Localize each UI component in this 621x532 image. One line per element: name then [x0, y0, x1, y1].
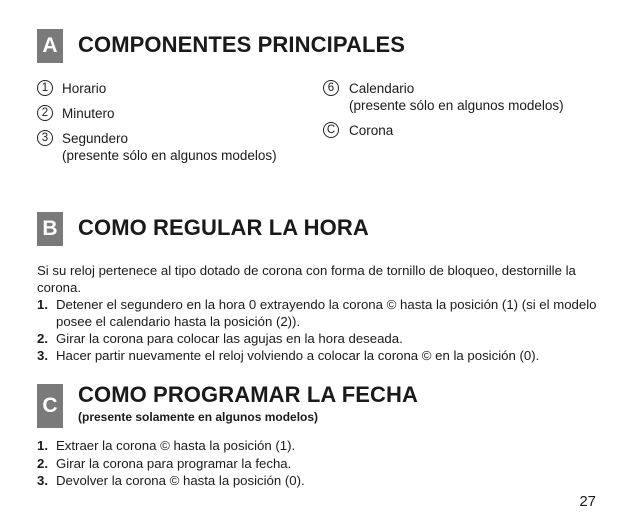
section-c-step-3 — [37, 472, 607, 489]
step-text: Extraer la corona © hasta la posición (1). — [56, 438, 296, 453]
marker-6-icon: 6 — [323, 80, 339, 96]
step-number: 2. — [37, 331, 48, 346]
marker-c-icon: C — [323, 122, 339, 138]
step-number: 3. — [37, 348, 48, 363]
component-calendario-note: (presente sólo en algunos modelos) — [349, 98, 564, 113]
step-number: 1. — [37, 438, 48, 453]
page-number: 27 — [579, 493, 596, 510]
section-c-subtitle: (presente solamente en algunos modelos) — [78, 410, 319, 424]
step-number: 2. — [37, 456, 48, 471]
section-b-title: COMO REGULAR LA HORA — [78, 215, 369, 240]
step-text: Hacer partir nuevamente el reloj volviendo a colocar la corona © en la posición (0). — [56, 348, 540, 363]
component-corona: Corona — [349, 123, 394, 138]
marker-2-icon: 2 — [37, 105, 53, 121]
marker-3-icon: 3 — [37, 130, 53, 146]
step-number: 3. — [37, 473, 48, 488]
section-c-title: COMO PROGRAMAR LA FECHA — [78, 382, 419, 407]
step-text: Detener el segundero en la hora 0 extrayendo la corona © hasta la posición (1) (si el modelo posee el calendario hasta la posición (2)). — [56, 297, 597, 329]
step-number: 1. — [37, 297, 48, 312]
component-minutero: Minutero — [62, 106, 115, 121]
marker-1-icon: 1 — [37, 80, 53, 96]
component-segundero: Segundero — [62, 131, 129, 146]
section-c-badge: C — [37, 384, 63, 428]
section-c-step-2 — [37, 455, 607, 472]
component-calendario: Calendario — [349, 81, 415, 96]
step-text: Girar la corona para colocar las agujas en la hora deseada. — [56, 331, 403, 346]
component-horario: Horario — [62, 81, 107, 96]
section-a-title: COMPONENTES PRINCIPALES — [78, 32, 406, 57]
section-b-intro: Si su reloj pertenece al tipo dotado de corona con forma de tornillo de bloqueo, destornille la corona. — [37, 263, 576, 295]
section-b-step-2 — [37, 330, 607, 347]
section-c-step-1 — [37, 437, 607, 454]
step-text: Girar la corona para programar la fecha. — [56, 456, 292, 471]
section-b-step-1 — [37, 296, 607, 330]
component-segundero-note: (presente sólo en algunos modelos) — [62, 148, 277, 163]
section-b-step-3 — [37, 347, 607, 364]
section-a-badge: A — [37, 29, 63, 63]
step-text: Devolver la corona © hasta la posición (0). — [56, 473, 305, 488]
section-b-badge: B — [37, 212, 63, 246]
